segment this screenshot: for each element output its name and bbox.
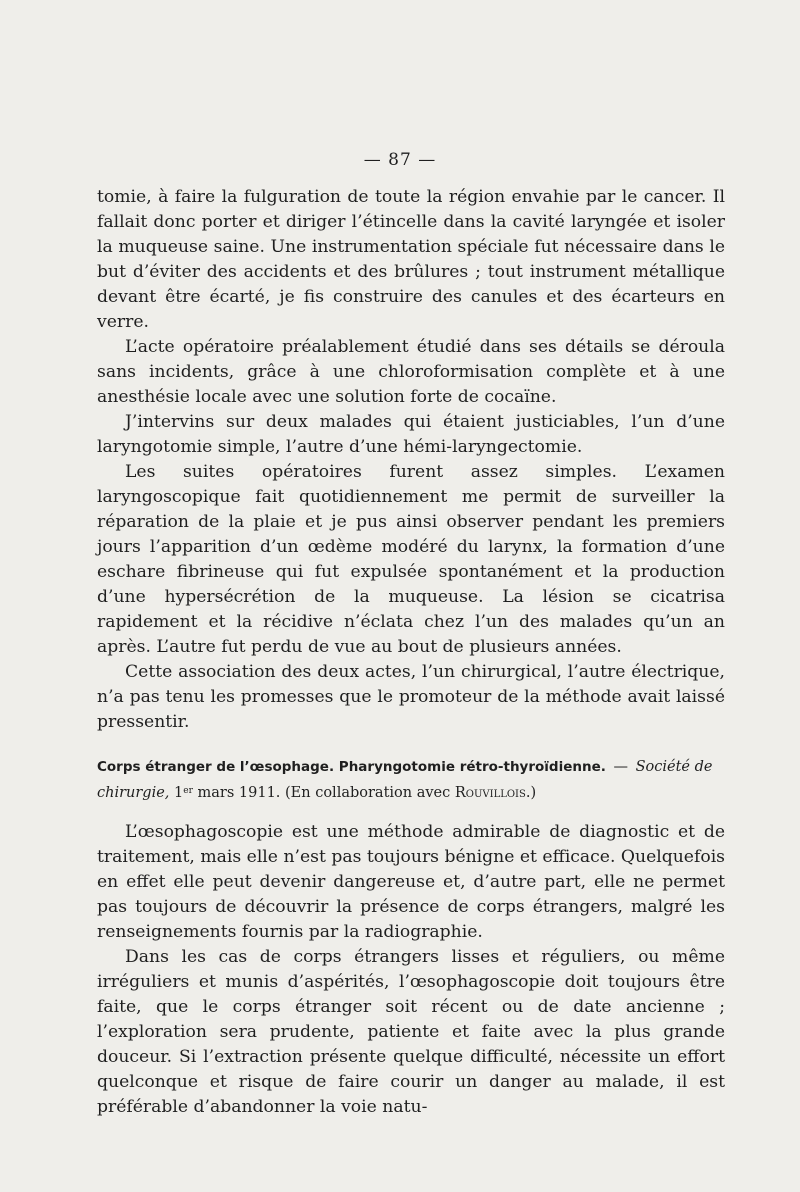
heading-collab-suffix: .) <box>525 785 537 801</box>
paragraph: Cette association des deux actes, l’un chirurgical, l’autre électrique, n’a pas tenu les promesses que le promoteur de la méthode avait laissé pressentir. <box>97 662 725 732</box>
heading-title: Corps étranger de l’œsophage. Pharyngotomie rétro-thyroïdienne. <box>97 759 606 775</box>
paragraph: Dans les cas de corps étrangers lisses et réguliers, ou même irréguliers et munis d’aspérités, l’œsophagoscopie doit toujours être faite, que le corps étranger soit récent ou de date ancienne ; l’exploration sera prudente, patiente et faite avec la plus grande douceur. Si l’extraction présente quelque difficulté, nécessite un effort quelconque et risque de faire courir un danger au malade, il est préférable d’abandonner la voie natu- <box>97 947 725 1117</box>
paragraph: J’intervins sur deux malades qui étaient justiciables, l’un d’une laryngotomie simple, l’autre d’une hémi-laryngectomie. <box>97 412 725 457</box>
paragraph: Les suites opératoires furent assez simples. L’examen laryngoscopique fait quotidiennement me permit de surveiller la réparation de la plaie et je pus ainsi observer pendant les premiers jours l’apparition d’un œdème modéré du larynx, la formation d’une eschare fibrineuse qui fut expulsée spontanément et la production d’une hypersécrétion de la muqueuse. La lésion se cicatrisa rapidement et la récidive n’éclata chez l’un des malades qu’un an après. L’autre fut perdu de vue au bout de plusieurs années. <box>97 462 725 657</box>
heading-source: Société de chirurgie, <box>97 759 713 801</box>
heading-collab-name: Rouvillois <box>454 785 526 801</box>
paragraph: tomie, à faire la fulguration de toute la région envahie par le cancer. Il fallait donc porter et diriger l’étincelle dans la cavité laryngée et isoler la muqueuse saine. Une instrumentation spéciale fut nécessaire dans le but d’éviter des accidents et des brûlures ; tout instrument métallique devant être écarté, je fis construire des canules et des écarteurs en verre. <box>97 187 725 332</box>
paragraph: L’acte opératoire préalablement étudié dans ses détails se déroula sans incidents, grâce à une chloroformisation complète et à une anesthésie locale avec une solution forte de cocaïne. <box>97 337 725 407</box>
heading-date <box>174 785 280 801</box>
heading-dash: — <box>613 759 628 775</box>
heading-collab-prefix: (En collaboration avec <box>285 785 451 801</box>
page-number: — 87 — <box>363 150 437 170</box>
heading-day-sup: er <box>183 786 193 796</box>
paragraph: L’œsophagoscopie est une méthode admirable de diagnostic et de traitement, mais elle n’est pas toujours bénigne et efficace. Quelquefois en effet elle peut devenir dangereuse et, d’autre part, elle ne permet pas toujours de découvrir la présence de corps étrangers, malgré les renseignements fournis par la radiographie. <box>97 822 726 942</box>
section-heading <box>97 755 725 805</box>
text-block-continued <box>97 185 725 735</box>
heading-day: 1 <box>174 785 184 801</box>
text-block-section <box>97 820 725 1120</box>
heading-date-rest: mars 1911. <box>197 785 281 801</box>
